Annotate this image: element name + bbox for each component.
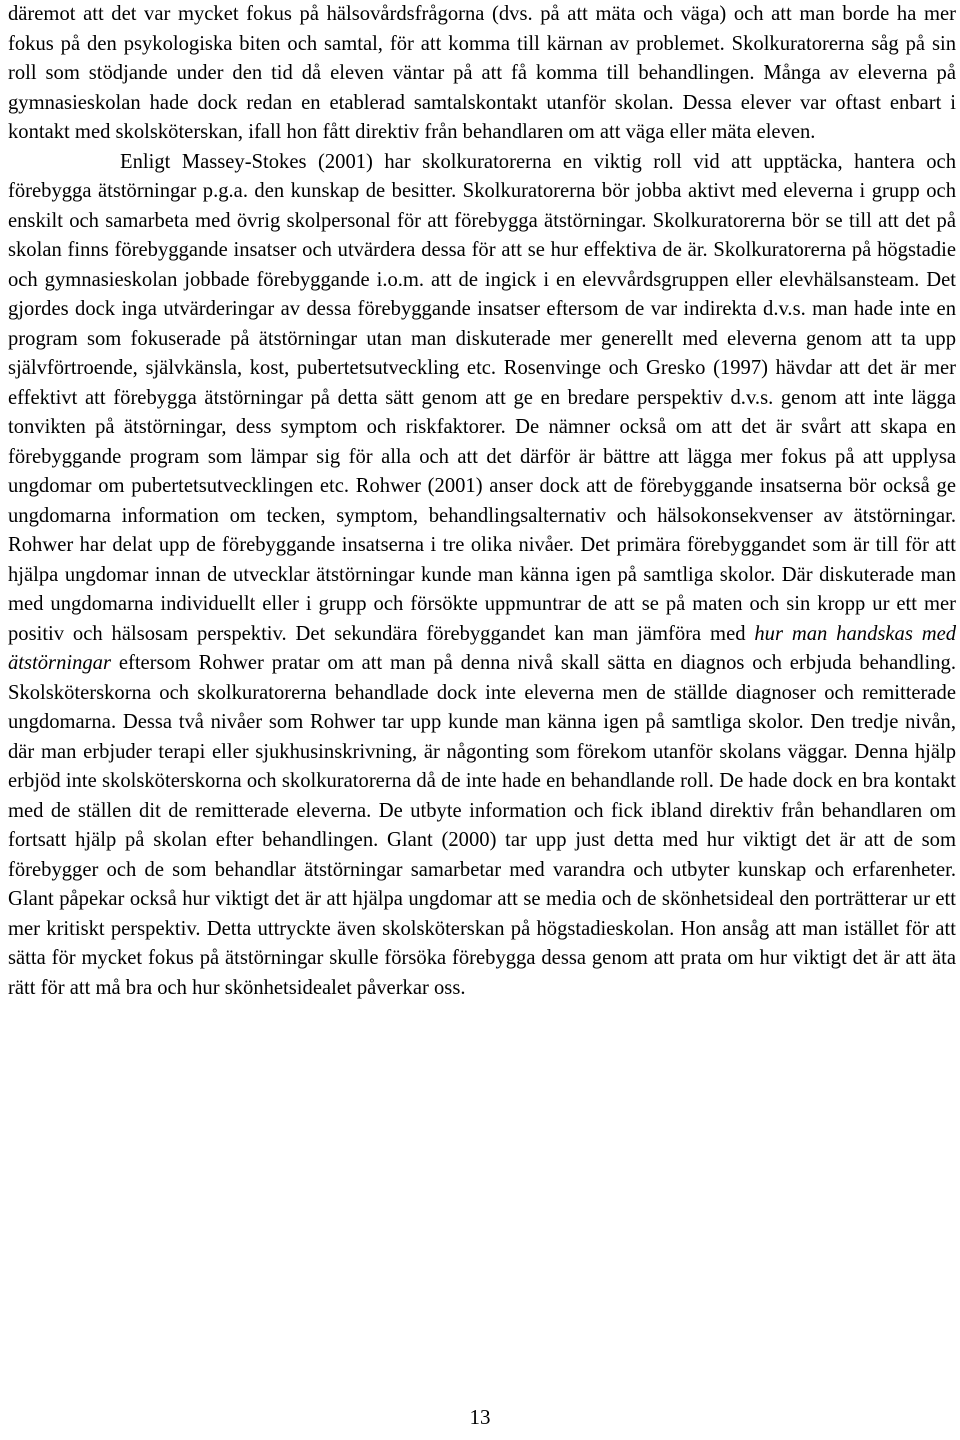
paragraph-2 xyxy=(8,148,956,1004)
paragraph-2-text-part-1: Enligt Massey-Stokes (2001) har skolkuratorerna en viktig roll vid att upptäcka, hantera och förebygga ätstörningar p.g.a. den kunskap de besitter. Skolkuratorerna bör jobba aktivt med eleverna i grupp och enskilt och samarbeta med övrig skolpersonal för att förebygga ätstörningar. Skolkuratorerna bör se till att det på skolan finns förebyggande insatser och utvärdera dessa för att se hur effektiva de är. Skolkuratorerna på högstadie och gymnasieskolan jobbade förebyggande i.o.m. att de ingick i en elevvårdsgruppen eller elevhälsansteam. Det gjordes dock inga utvärderingar av dessa förebyggande insatser eftersom de var indirekta d.v.s. man hade inte en program som fokuserade på ätstörningar utan man diskuterade mer generellt med eleverna genom att ta upp självförtroende, självkänsla, kost, pubertetsutveckling etc. Rosenvinge och Gresko (1997) hävdar att det är mer effektivt att förebygga ätstörningar på detta sätt genom att ge en bredare perspektiv d.v.s. genom att inte lägga tonvikten på ätstörningar, dess symptom och riskfaktorer. De nämner också om att det är svårt att skapa en förebyggande program som lämpar sig för alla och att det därför är bättre att lägga mer fokus på att upplysa ungdomar om pubertetsutvecklingen etc. Rohwer (2001) anser dock att de förebyggande insatserna bör också ge ungdomarna information om tecken, symptom, behandlingsalternativ och hälsokonsekvenser av ätstörningar. Rohwer har delat upp de förebyggande insatserna i tre olika nivåer. Det primära förebyggandet som är till för att hjälpa ungdomar innan de utvecklar ätstörningar kunde man känna igen på samtliga skolor. Där diskuterade man med ungdomarna individuellt eller i grupp och försökte uppmuntrar de att se på maten och sin kropp ur ett mer positiv och hälsosam perspektiv. Det sekundära förebyggandet kan man jämföra med xyxy=(8,150,956,645)
paragraph-2-italic-phrase: hur man handskas med ätstörningar xyxy=(8,622,957,674)
paragraph-1 xyxy=(8,0,956,148)
paragraph-2-text-part-2: eftersom Rohwer pratar om att man på denna nivå skall sätta en diagnos och erbjuda behandling. Skolsköterskorna och skolkuratorerna behandlade dock inte eleverna men de ställde diagnoser och remitterade ungdomarna. Dessa två nivåer som Rohwer tar upp kunde man känna igen på samtliga skolor. Den tredje nivån, där man erbjuder terapi eller sjukhusinskrivning, är någonting som förekom utanför skolans väggar. Denna hjälp erbjöd inte skolsköterskorna och skolkuratorerna då de inte hade en behandlande roll. De hade dock en bra kontakt med de ställen dit de remitterade eleverna. De utbyte information och fick ibland direktiv från behandlaren om fortsatt hjälp på skolan efter behandlingen. Glant (2000) tar upp just detta med hur viktigt det är att de som förebygger och de som behandlar ätstörningar samarbetar med varandra och utbyter kunskap och erfarenheter. Glant påpekar också hur viktigt det är att hjälpa ungdomar att se media och de skönhetsideal den porträtterar ur ett mer kritiskt perspektiv. Detta uttryckte även skolsköterskan på högstadieskolan. Hon ansåg att man istället för att sätta för mycket fokus på ätstörningar skulle försöka förebygga dessa genom att prata om hur viktigt det är att äta rätt för att må bra och hur skönhetsidealet påverkar oss. xyxy=(8,652,956,999)
paragraph-1-text: däremot att det var mycket fokus på hälsovårdsfrågorna (dvs. på att mäta och väga) och att man borde ha mer fokus på den psykologiska biten och samtal, för att komma till kärnan av problemet. Skolkuratorerna såg på sin roll som stödjande under den tid då eleven väntar på att få komma till behandlingen. Många av eleverna på gymnasieskolan hade dock redan en etablerad samtalskontakt utanför skolan. Dessa elever var oftast enbart i kontakt med skolsköterskan, ifall hon fått direktiv från behandlaren om att väga eller mäta eleven. xyxy=(8,3,956,143)
page-number: 13 xyxy=(469,1405,491,1429)
document-page xyxy=(8,0,956,1003)
